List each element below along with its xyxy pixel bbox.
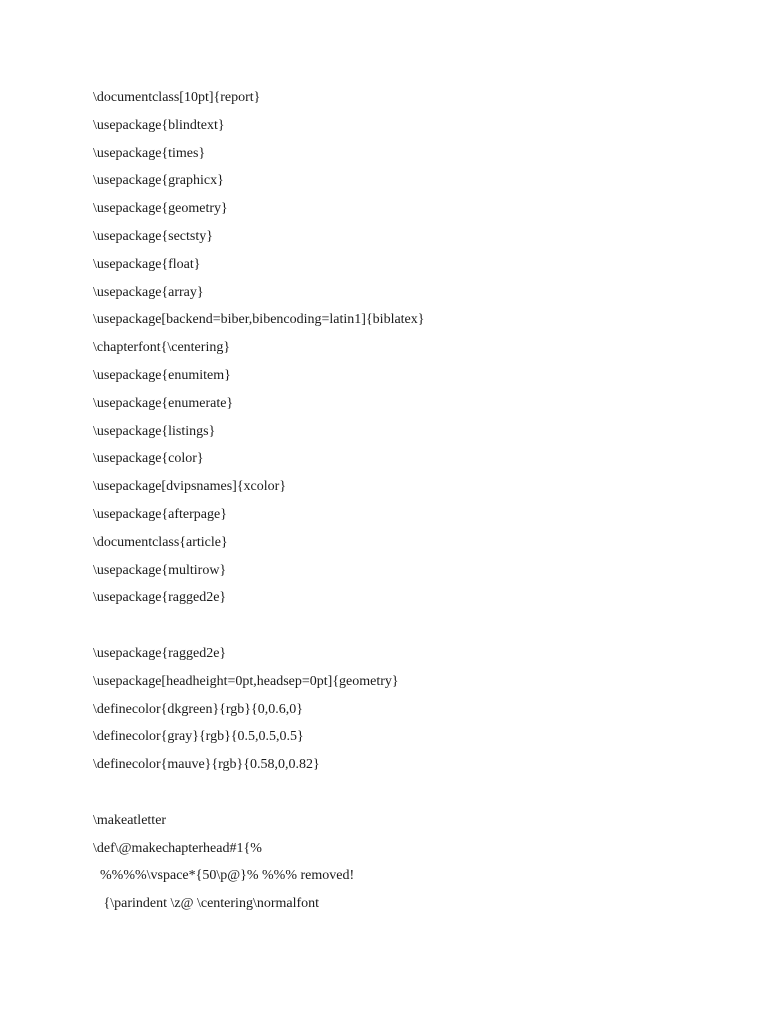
code-document <box>93 84 733 918</box>
code-line: \usepackage{geometry} <box>93 201 228 217</box>
code-line: \usepackage{multirow} <box>93 562 227 578</box>
code-line: \usepackage{color} <box>93 451 204 467</box>
code-line: \usepackage{enumerate} <box>93 395 234 411</box>
code-line: \usepackage[headheight=0pt,headsep=0pt]{geometry} <box>93 673 399 689</box>
code-line: \usepackage[dvipsnames]{xcolor} <box>93 479 287 495</box>
code-line: \definecolor{dkgreen}{rgb}{0,0.6,0} <box>93 701 303 717</box>
code-line: %%%%\vspace*{50\p@}% %%% removed! <box>93 868 355 884</box>
code-line: \documentclass[10pt]{report} <box>93 90 261 105</box>
code-line: \usepackage{graphicx} <box>93 173 224 189</box>
code-line: \documentclass{article} <box>93 534 228 550</box>
code-line: \usepackage{ragged2e} <box>93 645 227 661</box>
code-line: \usepackage{blindtext} <box>93 117 225 133</box>
code-line: \definecolor{gray}{rgb}{0.5,0.5,0.5} <box>93 729 304 745</box>
code-line: \usepackage{times} <box>93 145 206 161</box>
code-line: {\parindent \z@ \centering\normalfont <box>93 896 320 912</box>
code-line: \chapterfont{\centering} <box>93 340 231 356</box>
code-line: \usepackage{ragged2e} <box>93 590 227 606</box>
code-line: \def\@makechapterhead#1{% <box>93 840 262 856</box>
code-line: \usepackage{sectsty} <box>93 228 213 244</box>
blank-line <box>93 779 733 807</box>
blank-line <box>93 612 733 640</box>
code-line: \usepackage{array} <box>93 284 204 300</box>
code-line: \definecolor{mauve}{rgb}{0.58,0,0.82} <box>93 757 320 773</box>
code-line: \usepackage{listings} <box>93 423 216 439</box>
code-line: \usepackage[backend=biber,bibencoding=latin1]{biblatex} <box>93 312 425 328</box>
code-line: \usepackage{float} <box>93 256 201 272</box>
code-line: \usepackage{enumitem} <box>93 367 231 383</box>
code-line: \makeatletter <box>93 812 167 828</box>
code-line: \usepackage{afterpage} <box>93 506 227 522</box>
